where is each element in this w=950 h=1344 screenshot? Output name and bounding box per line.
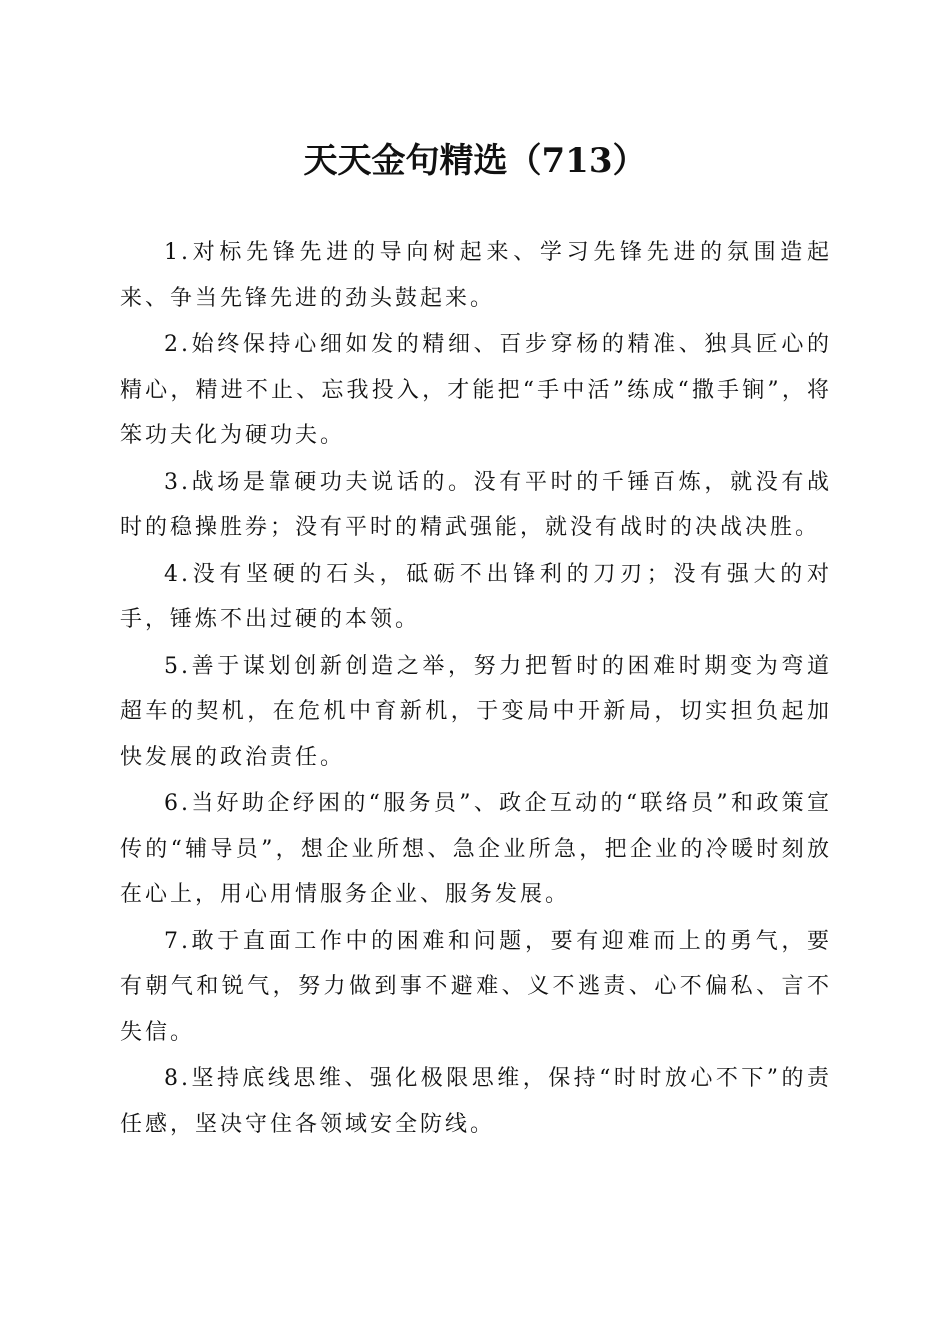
quote-item-7: 7.敢于直面工作中的困难和问题，要有迎难而上的勇气，要有朝气和锐气，努力做到事不避难、义不逃责、心不偏私、言不失信。 (120, 928, 832, 1045)
quote-item-5: 5.善于谋划创新创造之举，努力把暂时的困难时期变为弯道超车的契机，在危机中育新机，于变局中开新局，切实担负起加快发展的政治责任。 (120, 653, 832, 770)
quote-item-6: 6.当好助企纾困的“服务员”、政企互动的“联络员”和政策宣传的“辅导员”，想企业所想、急企业所急，把企业的冷暖时刻放在心上，用心用情服务企业、服务发展。 (120, 791, 832, 907)
quote-item-4: 4.没有坚硬的石头，砥砺不出锋利的刀刃；没有强大的对手，锤炼不出过硬的本领。 (120, 561, 832, 632)
quote-item-2: 2.始终保持心细如发的精细、百步穿杨的精准、独具匠心的精心，精进不止、忘我投入，才能把“手中活”练成“撒手锏”，将笨功夫化为硬功夫。 (120, 332, 832, 448)
quote-item-3: 3.战场是靠硬功夫说话的。没有平时的千锤百炼，就没有战时的稳操胜券；没有平时的精武强能，就没有战时的决战决胜。 (120, 469, 832, 540)
quote-list (120, 230, 832, 1148)
quote-item-1: 1.对标先锋先进的导向树起来、学习先锋先进的氛围造起来、争当先锋先进的劲头鼓起来。 (120, 240, 832, 311)
page-title: 天天金句精选（713） (303, 141, 647, 181)
quote-item-8: 8.坚持底线思维、强化极限思维，保持“时时放心不下”的责任感，坚决守住各领域安全防线。 (120, 1066, 832, 1137)
